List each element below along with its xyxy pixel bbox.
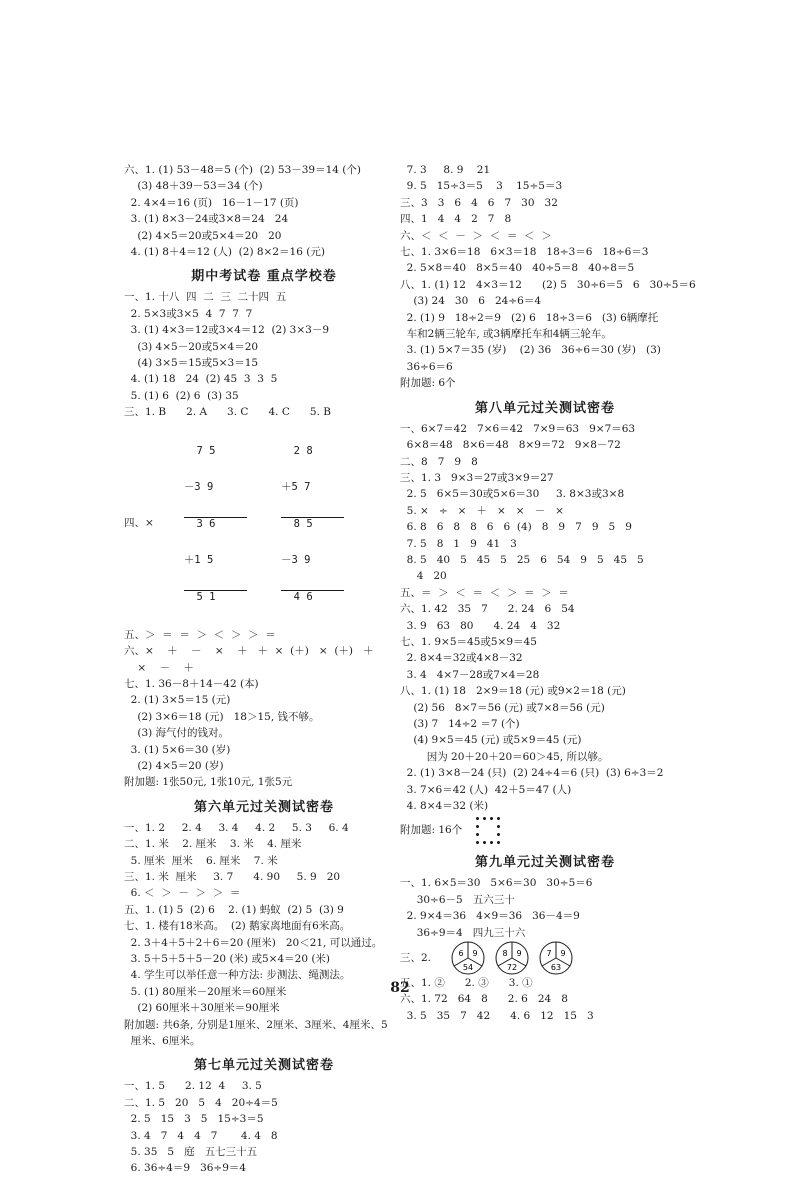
- answer-line: (2) 4×5＝20 (岁): [124, 759, 224, 772]
- left-column: [124, 162, 404, 1177]
- vertical-calc-label: 四、×: [124, 517, 154, 530]
- dot: [476, 825, 479, 828]
- answer-line: 三、1. B 2. A 3. C 4. C 5. B: [124, 406, 331, 419]
- vc-row: －3 9: [281, 553, 311, 566]
- vertical-calc-2: [281, 421, 344, 627]
- section-title-unit6: 第六单元过关测试密卷: [193, 799, 334, 815]
- answer-line: 三、3 3 6 4 6 7 30 32: [400, 196, 558, 209]
- answer-line: 二、1. 5 20 5 4 20÷4＝5: [124, 1096, 278, 1109]
- circle-value: 9: [516, 949, 522, 959]
- answer-line: 8. 5 40 5 45 5 25 6 54 9 5 45 5: [400, 553, 644, 566]
- answer-line: 一、1. 十八 四 二 三 二十四 五: [124, 291, 287, 304]
- answer-line: 2. 9×4＝36 4×9＝36 36－4＝9: [400, 910, 580, 923]
- circle-value: 7: [546, 949, 552, 959]
- answer-line: 八、1. (1) 18 2×9＝18 (元) 或9×2＝18 (元): [400, 685, 626, 698]
- answer-line: (3) 24 30 6 24÷6＝4: [400, 295, 542, 308]
- answer-line: 6. ＜ ＞ － ＞ ＞ ＝: [124, 887, 241, 900]
- answer-line: 五、＞ ＝ ＝ ＞ ＜ ＞ ＞ ＝: [124, 628, 276, 641]
- answer-line: 六、× ＋ － × ＋ ＋ × (＋) × (＋) ＋: [124, 645, 374, 658]
- circle-diagram-row: [400, 941, 690, 975]
- answer-line: 4 20: [400, 570, 447, 583]
- answer-line: 因为 20＋20＋20＝60＞45, 所以够。: [400, 750, 609, 763]
- answer-line: 30÷6－5 五六三十: [400, 893, 515, 906]
- answer-line: 2. (1) 3×8－24 (只) (2) 24÷4＝6 (只) (3) 6÷3＝2: [400, 767, 664, 780]
- answer-line: (3) 海气付的钱对。: [124, 727, 230, 740]
- dot: [497, 825, 500, 828]
- answer-line: 6. 36÷4＝9 36÷9＝4: [124, 1162, 247, 1175]
- circle-value: 9: [560, 949, 566, 959]
- dot: [483, 817, 486, 820]
- answer-line: 一、6×7＝42 7×6＝42 7×9＝63 9×7＝63: [400, 422, 636, 435]
- answer-line: 3. 4 4×7－28或7×4＝28: [400, 668, 540, 681]
- answer-line: 2. 4×4＝16 (页) 16－1－17 (页): [124, 196, 299, 209]
- answer-line: (2) 56 8×7＝56 (元) 或7×8＝56 (元): [400, 701, 605, 714]
- answer-line: 7. 3 8. 9 21: [400, 164, 491, 176]
- answer-line: 七、1. 9×5＝45或5×9＝45: [400, 635, 537, 648]
- answer-line: 3. 9 63 80 4. 24 4 32: [400, 619, 561, 632]
- vc-row: 4 6: [281, 590, 344, 603]
- answers-midterm: [124, 289, 404, 790]
- answer-line: 厘米、6厘米。: [124, 1035, 201, 1048]
- section-title-unit9: 第九单元过关测试密卷: [474, 855, 615, 871]
- answer-line: 5. × ÷ × ＋ × × － ×: [400, 504, 564, 517]
- answer-line: 二、1. 米 2. 厘米 3. 米 4. 厘米: [124, 838, 302, 851]
- answer-line: 八、1. (1) 12 4×3＝12 (2) 5 30÷6＝5 6 30÷5＝6: [400, 278, 696, 291]
- dot: [490, 817, 493, 820]
- answer-line: 七、1. 3×6＝18 6×3＝18 18÷3＝6 18÷6＝3: [400, 246, 649, 259]
- vc-row: －3 9: [183, 480, 214, 493]
- circle-diagram-label: 三、2.: [400, 951, 432, 964]
- circle-value: 8: [502, 949, 508, 959]
- answer-line: (3) 7 14÷2 ＝7 (个): [400, 718, 520, 730]
- answer-line: 附加题: 共6条, 分别是1厘米、2厘米、3厘米、4厘米、5: [124, 1018, 388, 1031]
- answer-line: 六、1. 42 35 7 2. 24 6 54: [400, 603, 575, 616]
- answer-line: 一、1. 6×5＝30 5×6＝30 30÷5＝6: [400, 877, 593, 890]
- answer-line: 3. 7×6＝42 (人) 42＋5＝47 (人): [400, 783, 572, 796]
- answer-line: 一、1. 2 2. 4 3. 4 4. 2 5. 3 6. 4: [124, 821, 349, 834]
- answer-line: (4) 9×5＝45 (元) 或5×9＝45 (元): [400, 734, 582, 747]
- answer-line: 2. 5×3或3×5 4 7 7 7: [124, 307, 253, 320]
- answer-line: 2. (1) 3×5＝15 (元): [124, 694, 231, 707]
- answer-line: (2) 3×6＝18 (元) 18＞15, 钱不够。: [124, 710, 320, 723]
- answer-line: 2. (1) 9 18÷2＝9 (2) 6 18÷3＝6 (3) 6辆摩托: [400, 311, 659, 324]
- vertical-calc-1: [184, 421, 247, 627]
- answer-line: (3) 48＋39－53＝34 (个): [124, 180, 263, 193]
- answer-line: 七、1. 36－8＋14－42 (本): [124, 677, 259, 690]
- section-title-midterm: 期中考试卷 重点学校卷: [191, 269, 337, 285]
- vc-row: 8 5: [281, 517, 344, 530]
- answer-line: 一、1. 5 2. 12 4 3. 5: [124, 1080, 262, 1093]
- answer-line: (4) 3×5＝15或5×3＝15: [124, 357, 259, 370]
- answer-line: 五、1. ② 2. ③ 3. ①: [400, 977, 533, 990]
- page-number: 82: [390, 980, 410, 996]
- answer-line: 4. 8×4＝32 (米): [400, 800, 489, 813]
- circle-value: 72: [506, 963, 518, 973]
- answer-line: 3. 5 35 7 42 4. 6 12 15 3: [400, 1009, 594, 1022]
- answer-line: 3. (1) 4×3＝12或3×4＝12 (2) 3×3－9: [124, 324, 330, 337]
- answer-line: 5. (1) 80厘米－20厘米＝60厘米: [124, 985, 287, 998]
- answer-line: 3. 4 7 4 4 7 4. 4 8: [124, 1129, 278, 1142]
- circle-diagram-1: [451, 941, 485, 975]
- answer-line: 5. 厘米 厘米 6. 厘米 7. 米: [124, 854, 278, 867]
- answer-line: 五、＝ ＞ ＜ ＝ ＜ ＞ ＝ ＞ ＝: [400, 586, 569, 599]
- answers-unit7: [124, 1078, 404, 1176]
- extra-question-label: 附加题: 16个: [400, 824, 463, 837]
- answer-line: 3. (1) 5×6＝30 (岁): [124, 743, 231, 756]
- section-title-unit8: 第八单元过关测试密卷: [474, 400, 615, 416]
- answers-unit5-tail: [124, 162, 404, 260]
- answer-line: 2. 3＋4＋5＋2＋6＝20 (厘米) 20＜21, 可以通过。: [124, 936, 383, 949]
- section-title-unit7: 第七单元过关测试密卷: [193, 1058, 334, 1074]
- answer-line: 6×8＝48 8×6＝48 8×9＝72 9×8－72: [400, 439, 621, 452]
- circle-value: 54: [462, 963, 474, 973]
- dot: [483, 841, 486, 844]
- answer-line: 三、1. 米 厘米 3. 7 4. 90 5. 9 20: [124, 870, 341, 883]
- answers-unit8: [400, 421, 690, 847]
- dot: [476, 833, 479, 836]
- answer-line: 36÷9＝4 四九三十六: [400, 926, 526, 939]
- answer-line: 36÷6＝6: [400, 360, 453, 373]
- answer-line: 4. (1) 18 24 (2) 45 3 3 5: [124, 373, 278, 386]
- answer-line: 附加题: 1张50元, 1张10元, 1张5元: [124, 776, 293, 789]
- vc-row: ＋1 5: [183, 553, 214, 566]
- circle-value: 6: [458, 949, 464, 959]
- dot: [476, 817, 479, 820]
- answer-line: 9. 5 15÷3＝5 3 15÷5＝3: [400, 180, 563, 193]
- dot: [497, 817, 500, 820]
- vc-row: 2 8: [281, 444, 313, 457]
- circle-diagrams: [451, 941, 573, 975]
- answer-line: 3. (1) 5×7＝35 (岁) (2) 36 36÷6＝30 (岁) (3): [400, 344, 661, 357]
- answer-line: 2. 5 15 3 5 15÷3＝5: [124, 1113, 264, 1126]
- answer-line: (2) 60厘米＋30厘米＝90厘米: [124, 1002, 280, 1015]
- answer-line: 4. (1) 8＋4＝12 (人) (2) 8×2＝16 (元): [124, 246, 325, 259]
- vc-row: ＋5 7: [281, 480, 311, 493]
- answer-line: 二、8 7 9 8: [400, 455, 478, 468]
- answer-line: 四、1 4 4 2 7 8: [400, 213, 512, 226]
- answer-line: × － ＋: [124, 661, 194, 674]
- circle-value: 63: [550, 963, 562, 973]
- extra-question-row: [400, 814, 690, 846]
- answer-line: 车和2辆三轮车, 或3辆摩托车和4辆三轮车。: [400, 328, 612, 341]
- dot: [490, 841, 493, 844]
- circle-diagram-2: [495, 941, 529, 975]
- vc-row: 5 1: [184, 590, 247, 603]
- circle-diagram-3: [539, 941, 573, 975]
- answer-line: 5. 35 5 庭 五七三十五: [124, 1146, 258, 1159]
- answer-line: 七、1. 楼有18米高。 (2) 鹅家离地面有6米高。: [124, 920, 351, 933]
- answers-unit6: [124, 820, 404, 1050]
- dot: [476, 841, 479, 844]
- answer-line: 2. 8×4＝32或4×8－32: [400, 652, 523, 665]
- answer-line: 4. 学生可以举任意一种方法: 步测法、绳测法。: [124, 969, 351, 982]
- answer-line: 三、1. 3 9×3＝27或3×9＝27: [400, 471, 554, 484]
- answer-line: 6. 8 6 8 8 6 6 (4) 8 9 7 9 5 9: [400, 521, 632, 534]
- dot: [497, 841, 500, 844]
- vc-row: 7 5: [183, 444, 216, 457]
- answer-line: 2. 5×8＝40 8×5＝40 40÷5＝8 40÷8＝5: [400, 262, 635, 275]
- answer-line: 5. (1) 6 (2) 6 (3) 35: [124, 389, 239, 402]
- dot: [497, 833, 500, 836]
- dot-square-figure: [474, 814, 502, 846]
- answer-line: 2. 5 6×5＝30或5×6＝30 3. 8×3或3×8: [400, 488, 625, 501]
- answer-line: 五、1. (1) 5 (2) 6 2. (1) 蚂蚁 (2) 5 (3) 9: [124, 903, 344, 916]
- answer-line: 六、1. 72 64 8 2. 6 24 8: [400, 993, 568, 1006]
- answer-line: 3. 5＋5＋5＋5－20 (米) 或5×4＝20 (米): [124, 953, 331, 965]
- answer-line: 3. (1) 8×3－24或3×8＝24 24: [124, 213, 289, 226]
- answer-line: 六、＜ ＜ － ＞ ＜ ＝ ＜ ＞: [400, 229, 552, 242]
- answer-line: 附加题: 6个: [400, 377, 456, 390]
- answer-line: 六、1. (1) 53－48＝5 (个) (2) 53－39＝14 (个): [124, 164, 361, 176]
- vertical-calc-row: [124, 421, 404, 627]
- answer-line: 7. 5 8 1 9 41 3: [400, 537, 517, 550]
- vc-row: 3 6: [184, 517, 247, 530]
- vertical-calcs: [184, 421, 344, 627]
- right-column: [400, 162, 696, 1024]
- answers-unit7-tail: [400, 162, 696, 392]
- circle-value: 9: [472, 949, 478, 959]
- answer-line: (3) 4×5－20或5×4＝20: [124, 340, 259, 353]
- answer-line: (2) 4×5＝20或5×4＝20 20: [124, 229, 282, 242]
- answers-unit9: [400, 875, 690, 1024]
